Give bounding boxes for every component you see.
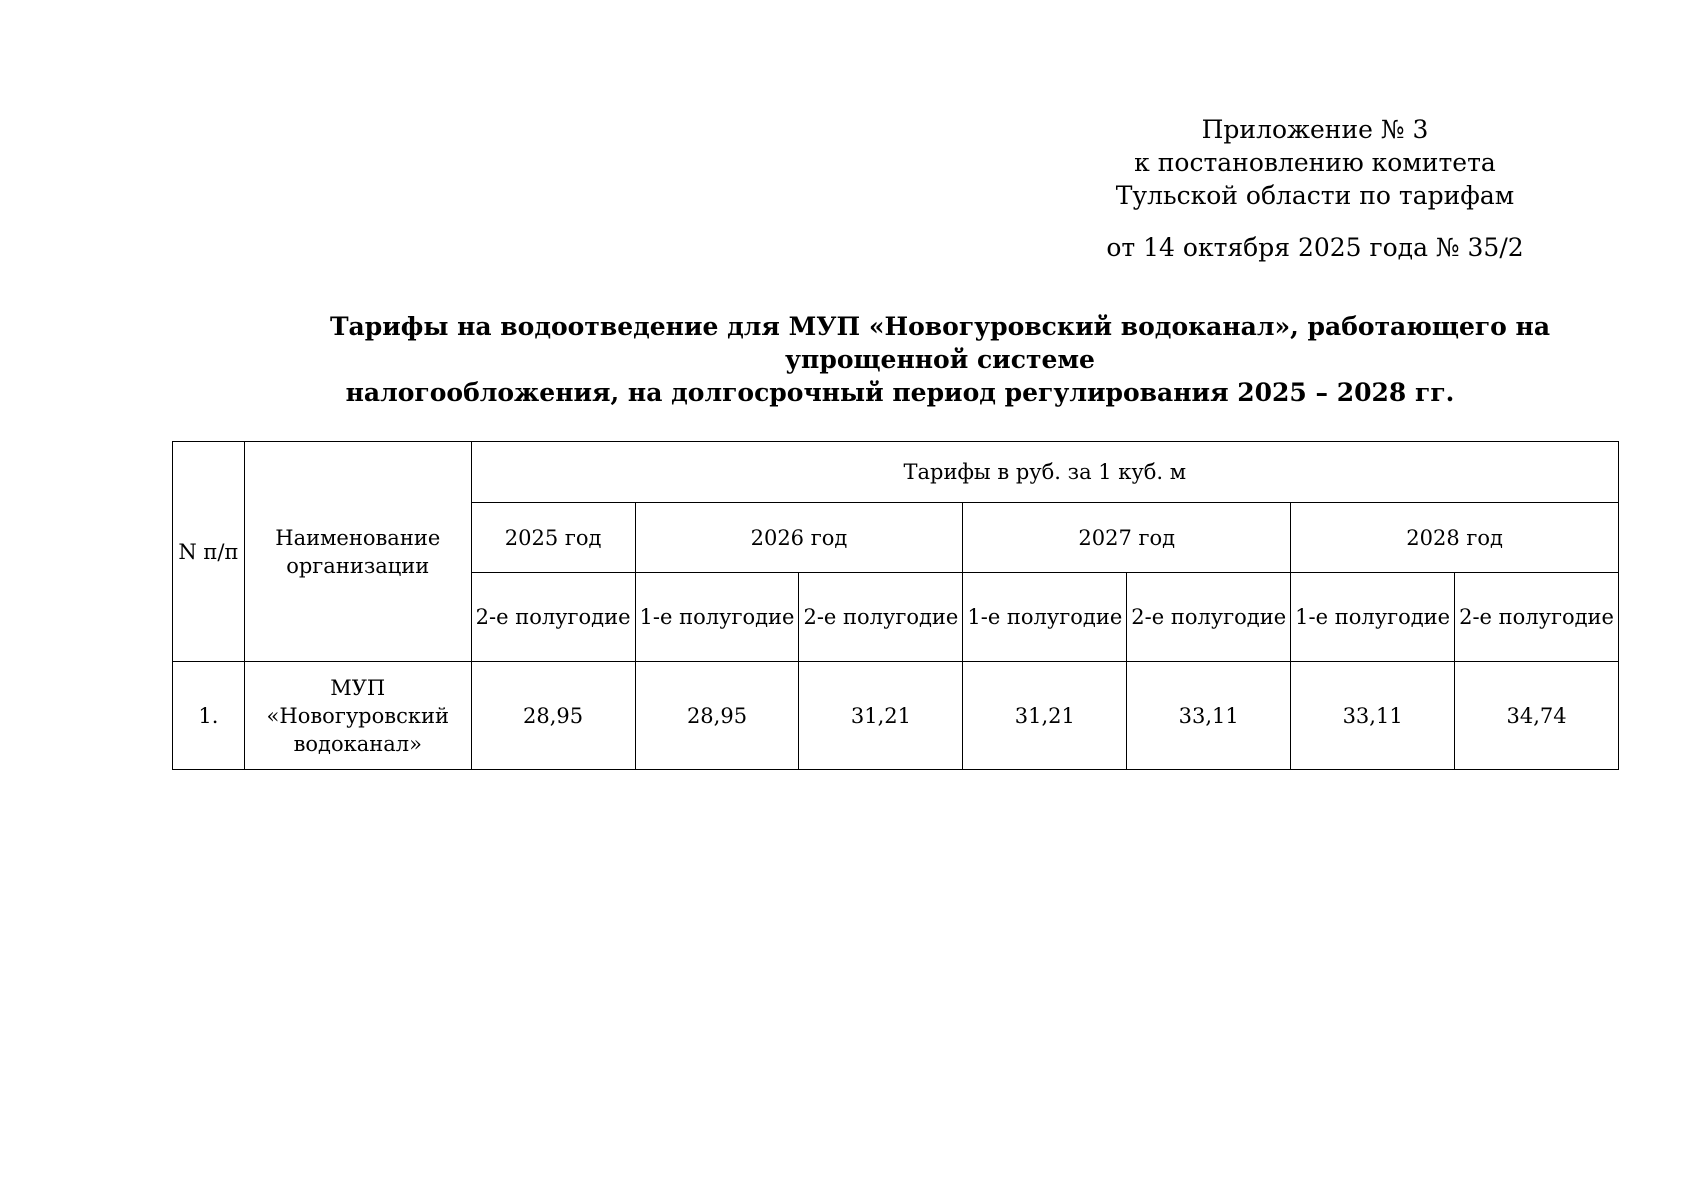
header-period: 2-е полугодие bbox=[1455, 573, 1619, 662]
tariffs-table bbox=[172, 441, 1619, 770]
appendix-number: Приложение № 3 bbox=[1201, 115, 1429, 144]
header-year-2025: 2025 год bbox=[471, 503, 635, 573]
appendix-date: от 14 октября 2025 года № 35/2 bbox=[1106, 233, 1524, 262]
header-year-2028: 2028 год bbox=[1291, 503, 1619, 573]
header-period: 2-е полугодие bbox=[471, 573, 635, 662]
appendix-committee: Тульской области по тарифам bbox=[1115, 181, 1515, 210]
header-year-2027: 2027 год bbox=[963, 503, 1291, 573]
document-title-line-1: Тарифы на водоотведение для МУП «Новогуровский водоканал», работающего на упрощенной системе bbox=[329, 312, 1551, 374]
header-period: 2-е полугодие bbox=[799, 573, 963, 662]
tariff-value: 28,95 bbox=[471, 662, 635, 770]
organization-name-line: МУП bbox=[330, 675, 386, 700]
header-year-2026: 2026 год bbox=[635, 503, 963, 573]
header-period: 1-е полугодие bbox=[1291, 573, 1455, 662]
header-organization: Наименование организации bbox=[244, 442, 471, 662]
table-row bbox=[173, 662, 1619, 770]
organization-name-line: «Новогуровский bbox=[266, 703, 449, 728]
tariff-value: 34,74 bbox=[1455, 662, 1619, 770]
tariff-value: 31,21 bbox=[799, 662, 963, 770]
table-header-row bbox=[173, 442, 1619, 503]
organization-name-line: водоканал» bbox=[293, 731, 422, 756]
row-number: 1. bbox=[173, 662, 245, 770]
tariff-value: 31,21 bbox=[963, 662, 1127, 770]
appendix-header bbox=[1090, 113, 1540, 264]
tariff-value: 33,11 bbox=[1291, 662, 1455, 770]
tariff-value: 33,11 bbox=[1127, 662, 1291, 770]
header-period: 1-е полугодие bbox=[635, 573, 799, 662]
appendix-reference: к постановлению комитета bbox=[1134, 148, 1496, 177]
header-period: 1-е полугодие bbox=[963, 573, 1127, 662]
header-period: 2-е полугодие bbox=[1127, 573, 1291, 662]
document-title bbox=[200, 310, 1600, 409]
tariff-value: 28,95 bbox=[635, 662, 799, 770]
header-tariffs: Тарифы в руб. за 1 куб. м bbox=[471, 442, 1618, 503]
header-row-number: N п/п bbox=[173, 442, 245, 662]
document-title-line-2: налогообложения, на долгосрочный период регулирования 2025 – 2028 гг. bbox=[345, 378, 1455, 407]
organization-name bbox=[244, 662, 471, 770]
